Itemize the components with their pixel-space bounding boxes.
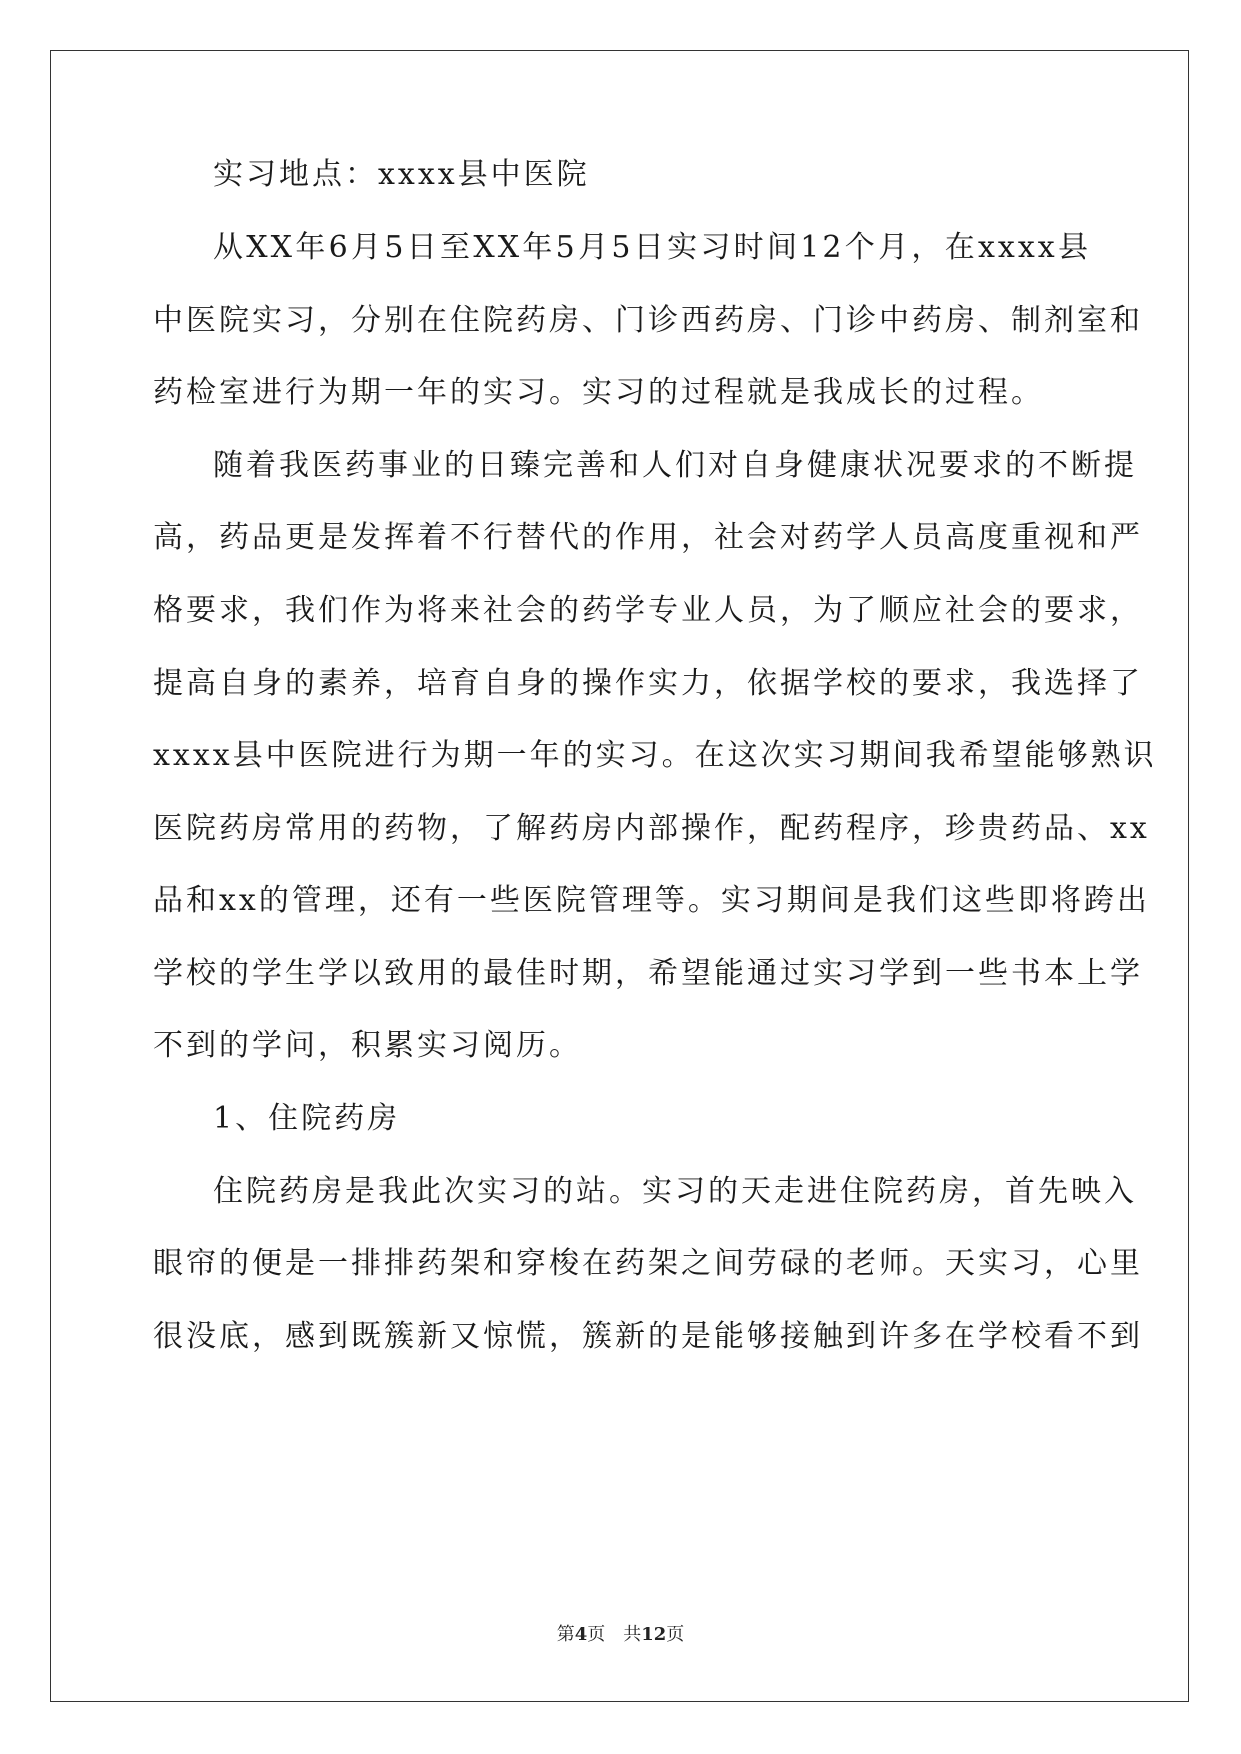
paragraph-line: 眼帘的便是一排排药架和穿梭在药架之间劳碌的老师。天实习，心里 [153,1246,1143,1281]
paragraph-line: 提高自身的素养，培育自身的操作实力，依据学校的要求，我选择了 [153,666,1143,701]
section-heading: 1、住院药房 [213,1101,401,1136]
current-page-number: 4 [574,1624,588,1645]
footer-mid: 页 共 [587,1624,642,1645]
paragraph-line: 学校的学生学以致用的最佳时期，希望能通过实习学到一些书本上学 [153,956,1143,991]
paragraph-line: 中医院实习，分别在住院药房、门诊西药房、门诊中药房、制剂室和 [153,303,1143,338]
paragraph-line: 不到的学问，积累实习阅历。 [153,1028,582,1063]
paragraph-line: 随着我医药事业的日臻完善和人们对自身健康状况要求的不断提 [213,448,1137,483]
paragraph-line: 从XX年6月5日至XX年5月5日实习时间12个月，在xxxx县 [213,230,1091,265]
paragraph-location: 实习地点：xxxx县中医院 [213,157,590,192]
paragraph-line: 高，药品更是发挥着不行替代的作用，社会对药学人员高度重视和严 [153,520,1143,555]
paragraph-line: 住院药房是我此次实习的站。实习的天走进住院药房，首先映入 [213,1174,1137,1209]
paragraph-line: 医院药房常用的药物，了解药房内部操作，配药程序，珍贵药品、xx [153,811,1150,846]
total-page-number: 12 [641,1624,667,1645]
footer-prefix: 第 [556,1624,575,1645]
paragraph-line: 很没底，感到既簇新又惊慌，簇新的是能够接触到许多在学校看不到 [153,1319,1143,1354]
paragraph-line: 品和xx的管理，还有一些医院管理等。实习期间是我们这些即将跨出 [153,883,1150,918]
footer-suffix: 页 [666,1624,685,1645]
paragraph-line: 药检室进行为期一年的实习。实习的过程就是我成长的过程。 [153,375,1044,410]
paragraph-line: 格要求，我们作为将来社会的药学专业人员，为了顺应社会的要求， [153,593,1143,628]
page-footer [0,1623,1241,1647]
paragraph-line: xxxx县中医院进行为期一年的实习。在这次实习期间我希望能够熟识 [153,738,1157,773]
